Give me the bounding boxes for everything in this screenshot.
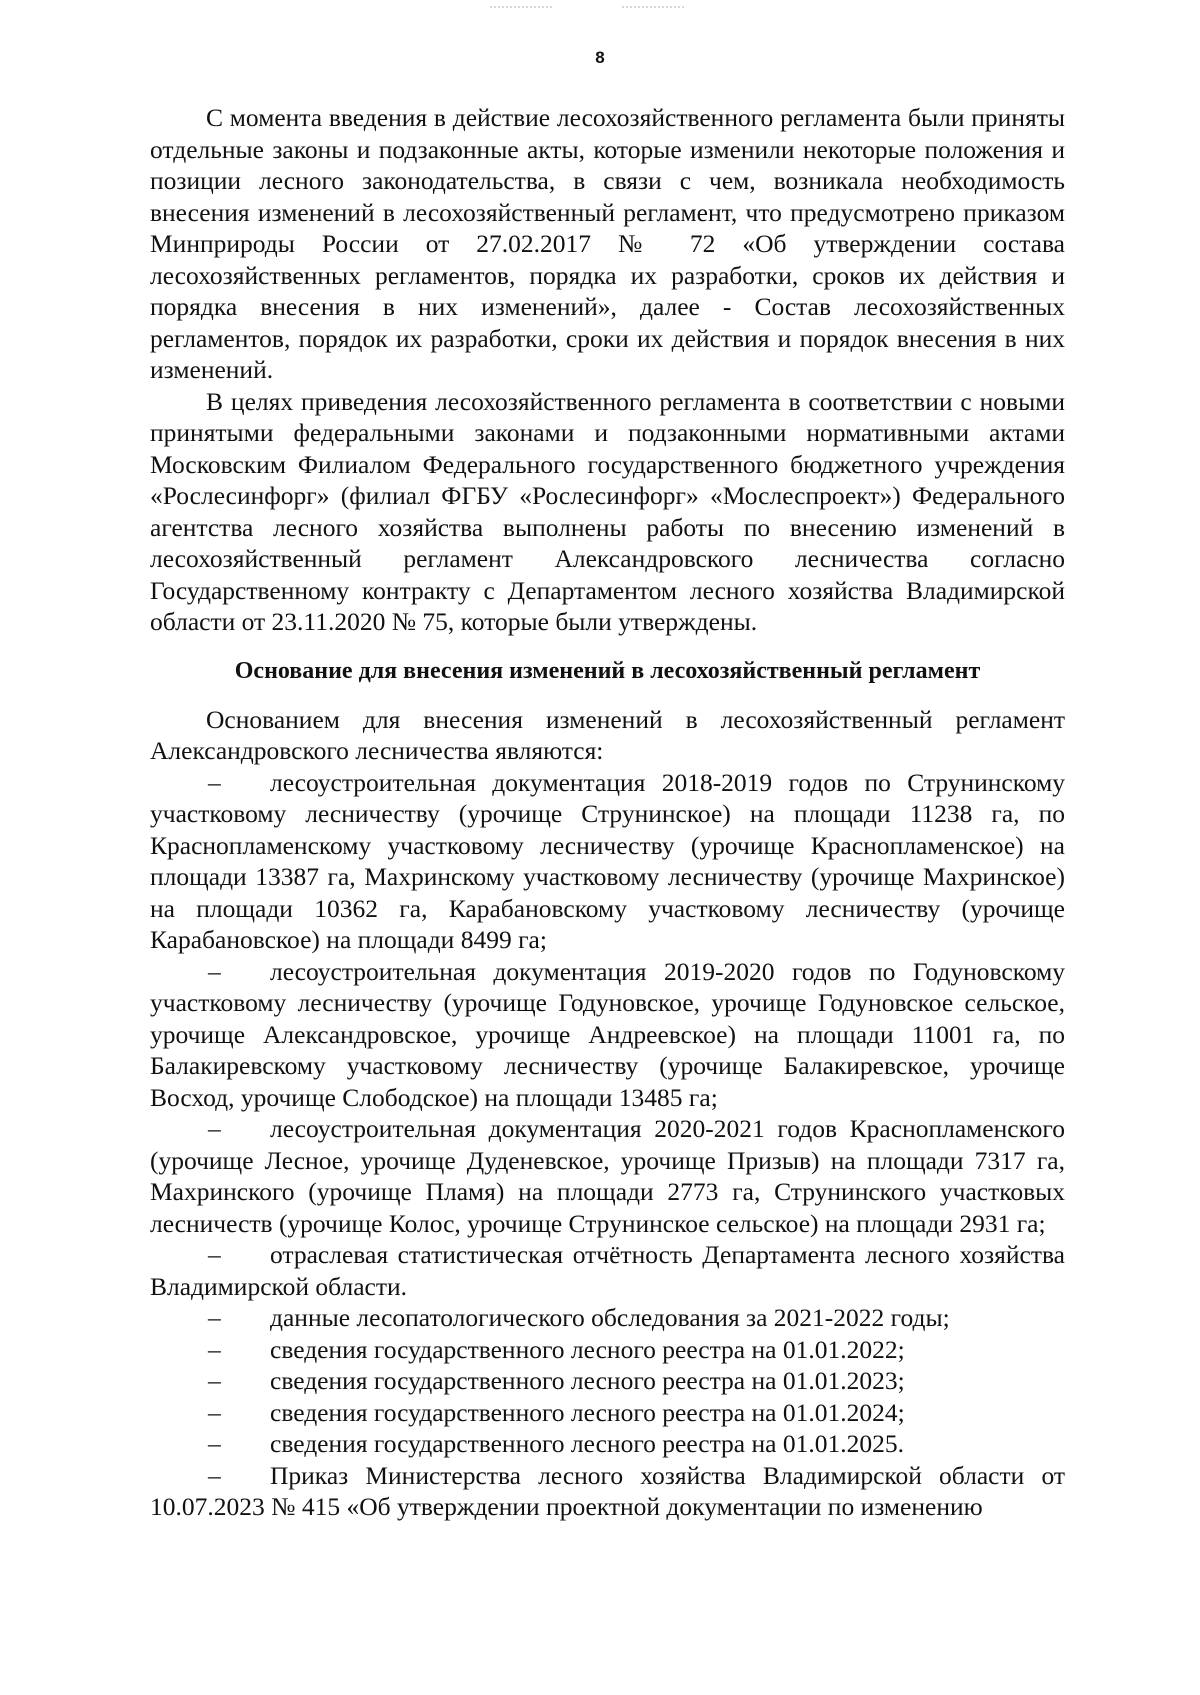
list-item-text: отраслевая статистическая отчётность Департамента лесного хозяйства Владимирской области. [150,1240,1065,1301]
list-item-text: Приказ Министерства лесного хозяйства Владимирской области от 10.07.2023 № 415 «Об утверждении проектной документации по изменению [150,1460,1065,1521]
list-item-text: лесоустроительная документация 2019-2020 годов по Годуновскому участковому лесничеству (урочище Годуновское, урочище Годуновское сельское, урочище Александровское, урочище Андреевское) на площади 11001 га, по Балакиревскому участковому лесничеству (урочище Балакиревское, урочище Восход, урочище Слободское) на площади 13485 га; [150,956,1065,1112]
list-item [150,1460,1065,1523]
list-dash: – [208,1114,221,1143]
paragraph-work-performed: В целях приведения лесохозяйственного регламента в соответствии с новыми принятыми федеральными законами и подзаконными нормативными актами Московским Филиалом Федерального государственного бюджетного учреждения «Рослесинфорг» (филиал ФГБУ «Рослесинфорг» «Мослеспроект») Федерального агентства лесного хозяйства выполнены работы по внесению изменений в лесохозяйственный регламент Александровского лесничества согласно Государственному контракту с Департаментом лесного хозяйства Владимирской области от 23.11.2020 № 75, которые были утверждены. [150,386,1065,636]
list-dash: – [208,1397,221,1427]
scan-artifact-right [622,6,684,16]
list-item-text: сведения государственного лесного реестра на 01.01.2022; [270,1334,905,1364]
list-item [150,1113,1065,1239]
list-dash: – [208,1303,221,1332]
list-item [150,1302,1065,1334]
section-intro: Основанием для внесения изменений в лесохозяйственный регламент Александровского лесничества являются: [150,704,1065,765]
list-item-text: сведения государственного лесного реестра на 01.01.2023; [270,1366,905,1395]
list-item [150,956,1065,1114]
section-heading: Основание для внесения изменений в лесохозяйственный регламент [234,657,981,684]
list-item [150,767,1065,956]
list-item [150,1397,1065,1429]
list-dash: – [208,767,221,797]
list-dash: – [208,1366,221,1395]
list-item-text: данные лесопатологического обследования за 2021-2022 годы; [270,1303,950,1332]
list-item-text: сведения государственного лесного реестра на 01.01.2024; [270,1397,905,1427]
list-dash: – [208,1429,221,1458]
scan-artifact-left [490,6,552,16]
list-item [150,1365,1065,1397]
page-number: 8 [595,48,605,67]
list-item-text: лесоустроительная документация 2018-2019 годов по Струнинскому участковому лесничеству (урочище Струнинское) на площади 11238 га, по Краснопламенскому участковому лесничеству (урочище Краснопламенское) на площади 13387 га, Махринскому участковому лесничеству (урочище Махринское) на площади 10362 га, Карабановскому участковому лесничеству (урочище Карабановское) на площади 8499 га; [150,767,1065,954]
list-item [150,1239,1065,1302]
list-dash: – [208,1334,221,1364]
list-item-text: сведения государственного лесного реестра на 01.01.2025. [270,1429,904,1458]
list-item [150,1428,1065,1460]
scan-artifact [490,6,700,22]
list-dash: – [208,956,221,986]
list-item [150,1334,1065,1366]
document-body [150,102,1065,1523]
list-dash: – [208,1460,221,1490]
paragraph-regulation-changes: С момента введения в действие лесохозяйственного регламента были приняты отдельные законы и подзаконные акты, которые изменили некоторые положения и позиции лесного законодательства, в связи с чем, возникала необходимость внесения изменений в лесохозяйственный регламент, что предусмотрено приказом Минприроды России от 27.02.2017 № 72 «Об утверждении состава лесохозяйственных регламентов, порядка их разработки, сроков их действия и порядка внесения в них изменений», далее - Состав лесохозяйственных регламентов, порядок их разработки, сроки их действия и порядок внесения в них изменений. [150,103,1065,384]
list-item-text: лесоустроительная документация 2020-2021 годов Краснопламенского (урочище Лесное, урочище Дуденевское, урочище Призыв) на площади 7317 га, Махринского (урочище Пламя) на площади 2773 га, Струнинского участковых лесничеств (урочище Колос, урочище Струнинское сельское) на площади 2931 га; [150,1114,1065,1238]
list-dash: – [208,1240,221,1269]
